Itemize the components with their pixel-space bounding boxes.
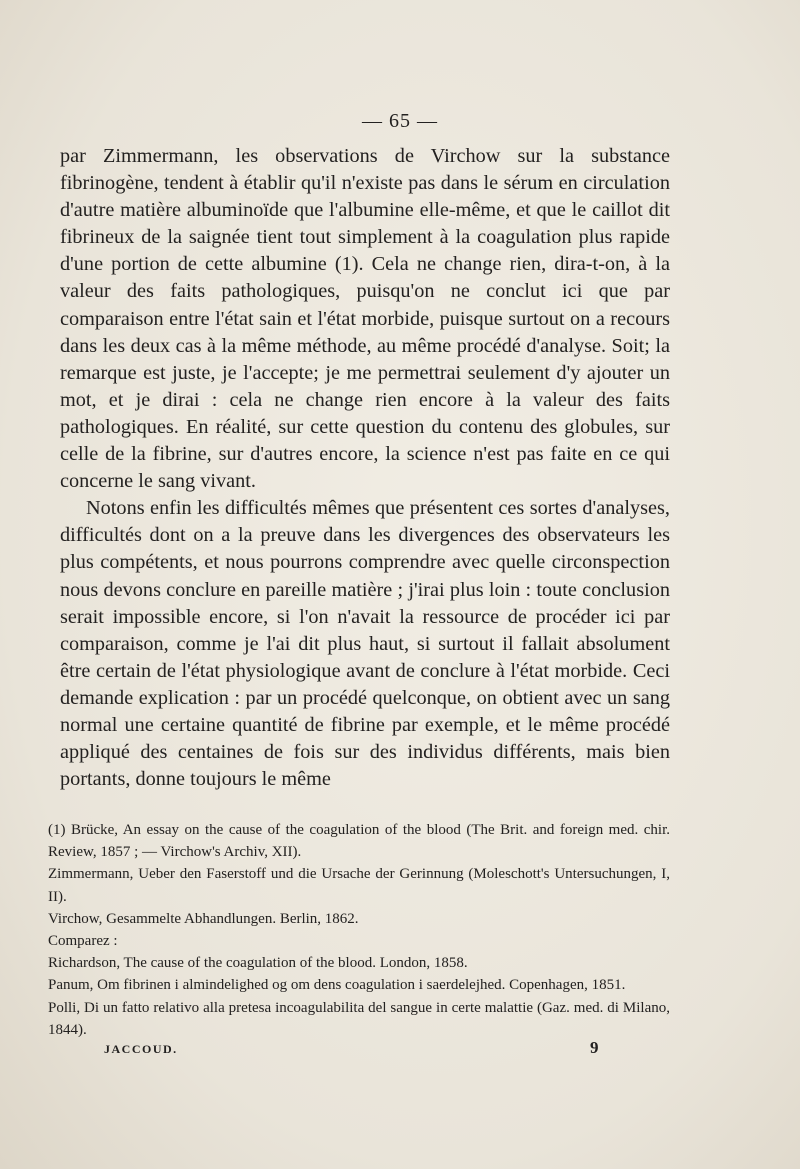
footnote-1: (1) Brücke, An essay on the cause of the coagulation of the blood (The Brit. and foreign med. chir. Review, 1857 ; — Virchow's Archiv, XII). (48, 822, 670, 861)
footnote-5: Richardson, The cause of the coagulation of the blood. London, 1858. (48, 955, 468, 972)
main-text (60, 143, 670, 793)
page-number: — 65 — (362, 110, 438, 132)
footnotes (48, 819, 670, 1041)
sheet-number: 9 (590, 1038, 599, 1057)
footnote-2: Zimmermann, Ueber den Faserstoff und die Ursache der Gerinnung (Moleschott's Untersuchungen, I, II). (48, 866, 670, 905)
printer-signature: JACCOUD. (104, 1042, 178, 1056)
paragraph-1: par Zimmermann, les observations de Virchow sur la substance fibrinogène, tendent à établir qu'il n'existe pas dans le sérum en circulation d'autre matière albuminoïde que l'albumine elle-même, et que le caillot dit fibrineux de la saignée tient tout simplement à la coagulation plus rapide d'une portion de cette albumine (1). Cela ne change rien, dira-t-on, à la valeur des faits pathologiques, puisqu'on ne conclut ici que par comparaison entre l'état sain et l'état morbide, puisque surtout on a recours dans les deux cas à la même méthode, au même procédé d'analyse. Soit; la remarque est juste, je l'accepte; je me permettrai seulement d'y ajouter un mot, et je dirai : cela ne change rien encore à la valeur des faits pathologiques. En réalité, sur cette question du contenu des globules, sur celle de la fibrine, sur d'autres encore, la science n'est pas faite en ce qui concerne le sang vivant. (60, 145, 670, 493)
footnote-7: Polli, Di un fatto relativo alla pretesa incoagulabilita del sangue in certe malattie (Gaz. med. di Milano, 1844). (48, 999, 670, 1038)
paragraph-2: Notons enfin les difficultés mêmes que présentent ces sortes d'analyses, difficultés dont on a la preuve dans les divergences des observateurs les plus compétents, et nous pourrons comprendre avec quelle circonspection nous devons conclure en pareille matière ; j'irai plus loin : toute conclusion serait impossible encore, si l'on n'avait la ressource de procéder ici par comparaison, comme je l'ai dit plus haut, si surtout il fallait absolument être certain de l'état physiologique avant de conclure à l'état morbide. Ceci demande explication : par un procédé quelconque, on obtient avec un sang normal une certaine quantité de fibrine par exemple, et le même procédé appliqué des centaines de fois sur des individus différents, mais bien portants, donne toujours le même (60, 497, 670, 791)
footnote-4: Comparez : (48, 933, 118, 950)
footnote-3: Virchow, Gesammelte Abhandlungen. Berlin, 1862. (48, 910, 359, 927)
footnote-6: Panum, Om fibrinen i almindelighed og om dens coagulation i saerdelejhed. Copenhagen, 1851. (48, 977, 626, 994)
